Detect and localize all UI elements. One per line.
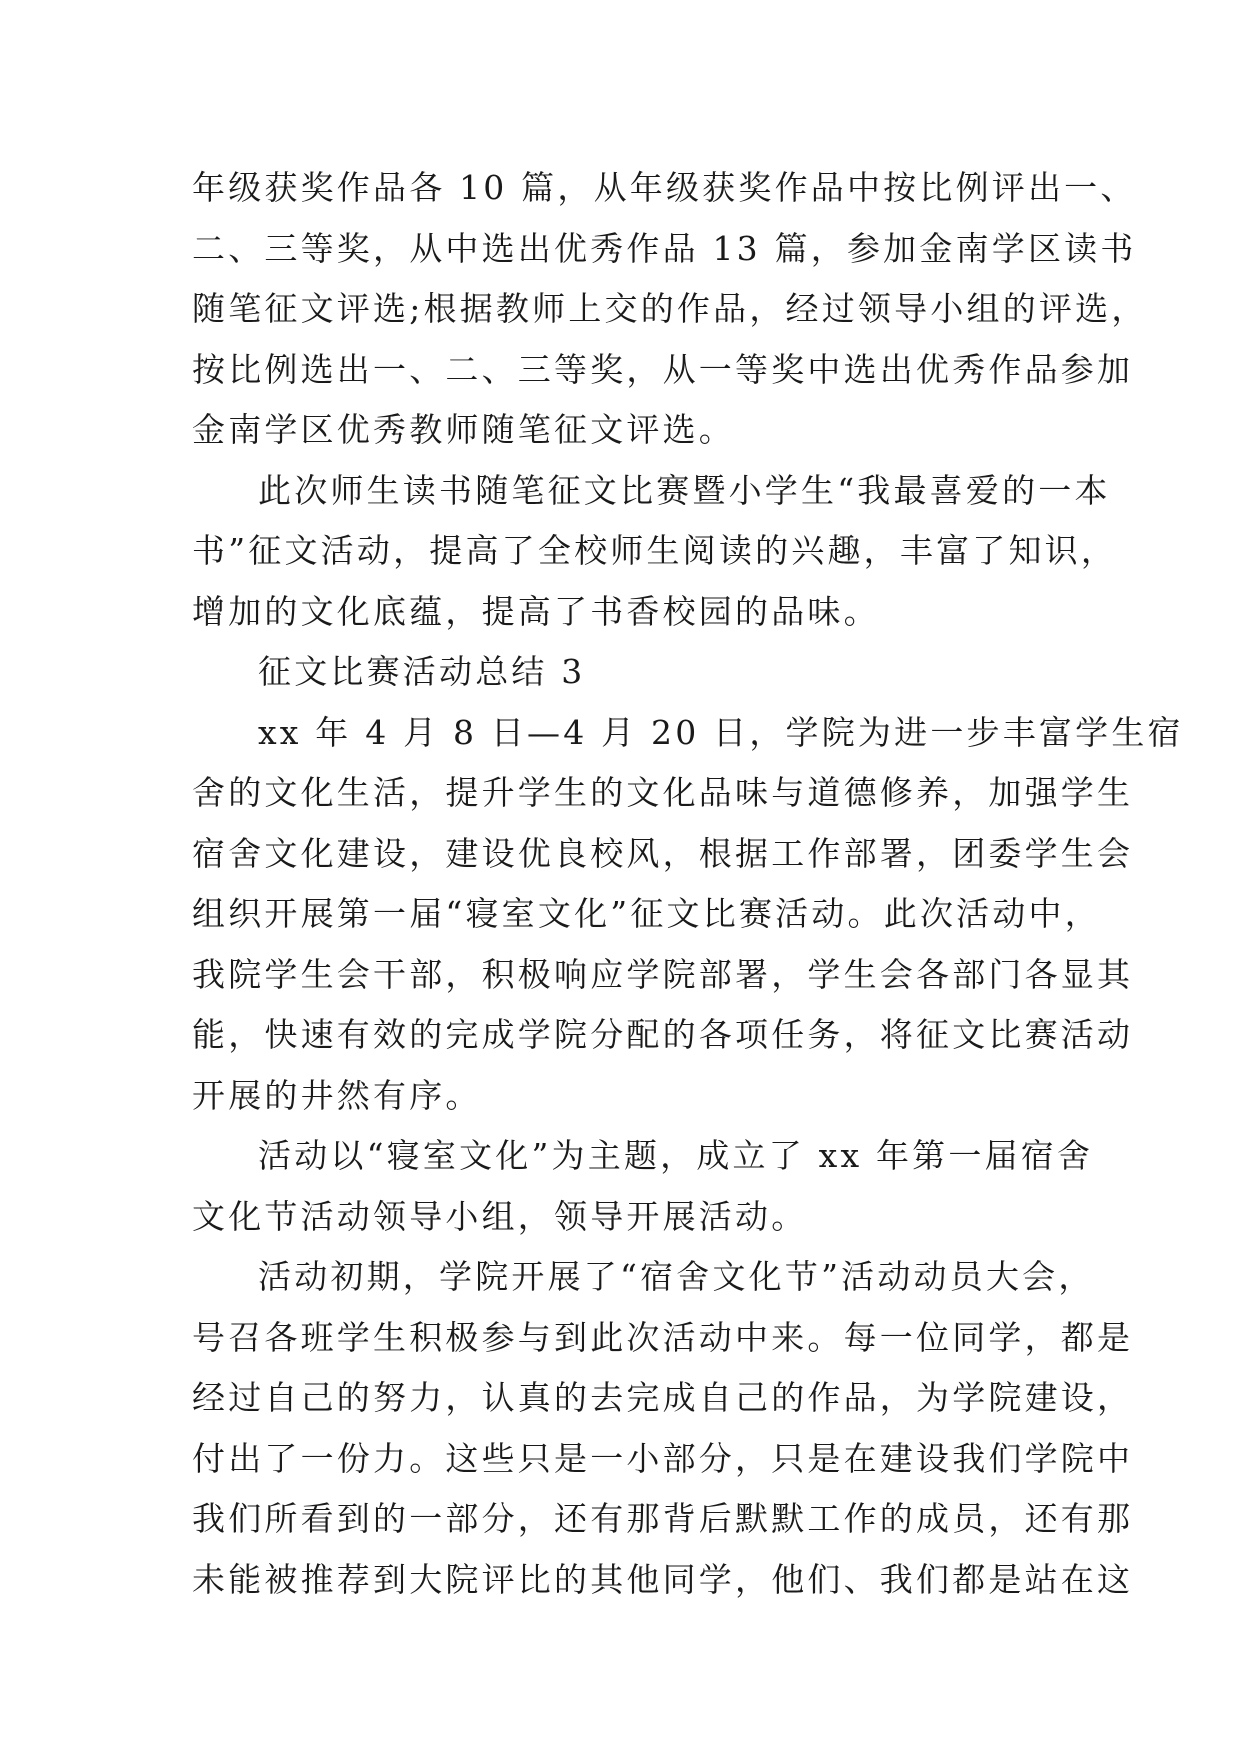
text-line: 金南学区优秀教师随笔征文评选。 xyxy=(192,410,735,449)
text-line: 付出了一份力。这些只是一小部分，只是在建设我们学院中 xyxy=(192,1438,1134,1478)
text-line: 未能被推荐到大院评比的其他同学，他们、我们都是站在这 xyxy=(192,1559,1134,1599)
text-line: xx 年 4 月 8 日—4 月 20 日，学院为进一步丰富学生宿 xyxy=(258,712,1184,752)
text-line: 开展的井然有序。 xyxy=(192,1075,482,1115)
document-body xyxy=(192,158,1184,1610)
text-line: 宿舍文化建设，建设优良校风，根据工作部署，团委学生会 xyxy=(192,833,1134,873)
text-line: 能，快速有效的完成学院分配的各项任务，将征文比赛活动 xyxy=(192,1015,1134,1054)
text-line: 年级获奖作品各 10 篇，从年级获奖作品中按比例评出一、 xyxy=(192,168,1137,207)
text-line: 活动初期，学院开展了“宿舍文化节”活动动员大会， xyxy=(258,1257,1095,1296)
text-line: 文化节活动领导小组，领导开展活动。 xyxy=(192,1196,808,1236)
text-line: 活动以“寝室文化”为主题，成立了 xx 年第一届宿舍 xyxy=(258,1136,1094,1175)
text-line: 按比例选出一、二、三等奖，从一等奖中选出优秀作品参加 xyxy=(192,349,1134,389)
text-line: 我们所看到的一部分，还有那背后默默工作的成员，还有那 xyxy=(192,1499,1134,1538)
text-line: 随笔征文评选;根据教师上交的作品，经过领导小组的评选， xyxy=(192,289,1148,328)
text-line: 二、三等奖，从中选出优秀作品 13 篇，参加金南学区读书 xyxy=(192,228,1137,268)
text-line: 号召各班学生积极参与到此次活动中来。每一位同学，都是 xyxy=(192,1317,1134,1357)
text-line: 我院学生会干部，积极响应学院部署，学生会各部门各显其 xyxy=(192,954,1134,994)
text-line: 增加的文化底蕴，提高了书香校园的品味。 xyxy=(192,591,880,631)
section-heading: 征文比赛活动总结 3 xyxy=(258,652,586,691)
text-line: 书”征文活动，提高了全校师生阅读的兴趣，丰富了知识， xyxy=(192,531,1118,570)
text-line: 舍的文化生活，提升学生的文化品味与道德修养，加强学生 xyxy=(192,773,1134,812)
text-line: 此次师生读书随笔征文比赛暨小学生“我最喜爱的一本 xyxy=(258,470,1111,510)
text-line: 经过自己的努力，认真的去完成自己的作品，为学院建设， xyxy=(192,1378,1134,1417)
text-line: 组织开展第一届“寝室文化”征文比赛活动。此次活动中， xyxy=(192,894,1101,933)
